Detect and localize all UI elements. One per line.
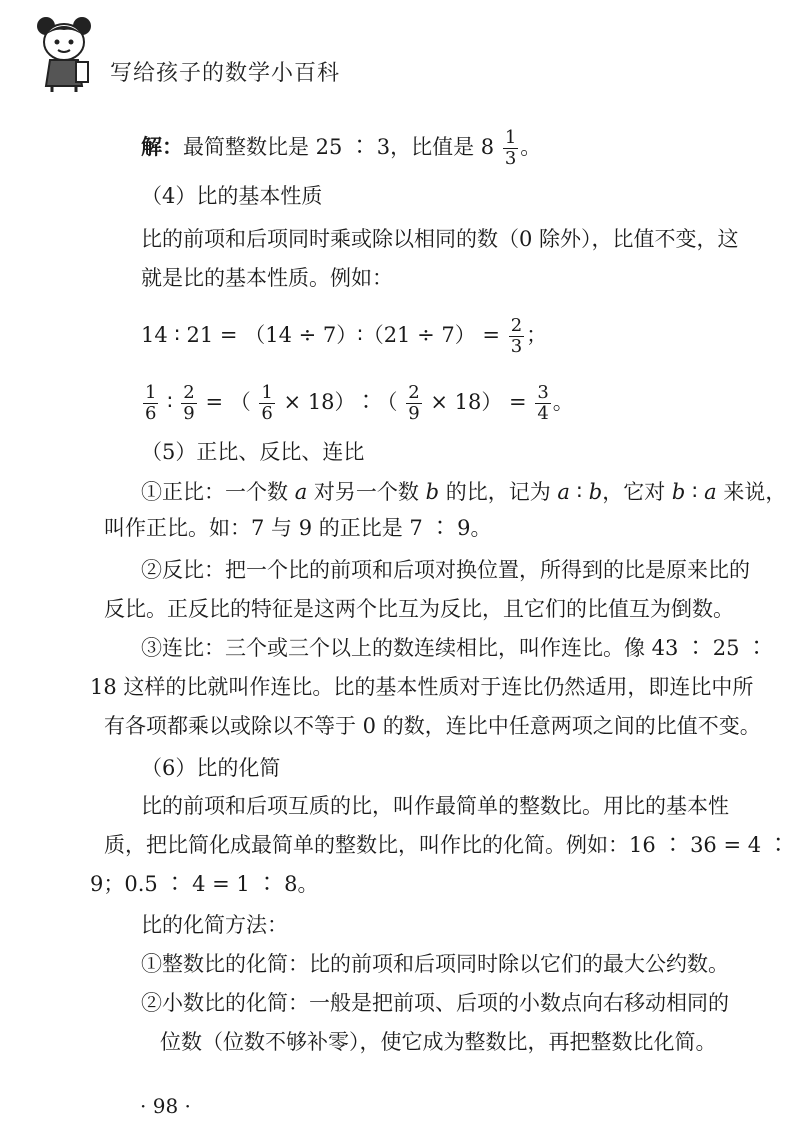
continued-ratio-line-1: ③连比：三个或三个以上的数连续相比，叫作连比。像 43 ∶ 25 ∶ <box>141 636 768 660</box>
example-1-left: 14 ∶ 21 = （14 ÷ 7）∶（21 ÷ 7） = <box>141 323 500 347</box>
fraction-two-thirds: $\frac{2}{3}$ <box>510 315 523 357</box>
method-1: ①整数比的化简：比的前项和后项同时除以它们的最大公约数。 <box>141 952 729 976</box>
continued-ratio-line-3: 有各项都乘以或除以不等于 0 的数，连比中任意两项之间的比值不变。 <box>104 714 761 738</box>
methods-title: 比的化简方法： <box>141 913 288 937</box>
times-18-part-2: × 18） = <box>430 390 527 414</box>
ratio-colon: ∶ <box>167 390 173 414</box>
direct-ratio-line-2: 叫作正比。如：7 与 9 的正比是 7 ∶ 9。 <box>104 516 492 540</box>
simplification-line-2: 质，把比简化成最简单的整数比，叫作比的化简。例如：16 ∶ 36 = 4 ∶ <box>104 833 789 857</box>
section-4-paragraph-line-2: 就是比的基本性质。例如： <box>141 266 393 290</box>
book-title: 写给孩子的数学小百科 <box>110 61 341 86</box>
section-6-heading: （6）比的化简 <box>141 756 281 780</box>
example-2-end: 。 <box>552 390 574 414</box>
example-1 <box>141 316 547 357</box>
girl-mascot-icon <box>32 12 104 92</box>
direct-ratio-line-1: ①正比：一个数 a 对另一个数 b 的比，记为 a ∶ b，它对 b ∶ a 来说， <box>141 480 787 504</box>
fraction-e: $\frac{3}{4}$ <box>537 382 549 424</box>
fraction-b: $\frac{2}{9}$ <box>183 382 195 424</box>
page-number: · 98 · <box>140 1094 191 1118</box>
inverse-ratio-line-1: ②反比：把一个比的前项和后项对换位置，所得到的比是原来比的 <box>141 558 750 582</box>
page-header <box>32 12 392 92</box>
solution-label: 解： <box>141 135 183 159</box>
section-4-heading: （4）比的基本性质 <box>141 184 323 208</box>
solution-text: 最简整数比是 25 ∶ 3，比值是 8 <box>183 135 495 159</box>
example-1-end: ； <box>526 323 548 347</box>
equals-sign: = （ <box>205 390 251 414</box>
simplification-line-3: 9；0.5 ∶ 4 = 1 ∶ 8。 <box>90 872 319 896</box>
fraction-c: $\frac{1}{6}$ <box>261 382 273 424</box>
section-5-heading: （5）正比、反比、连比 <box>141 440 365 464</box>
fraction-one-third: $\frac{1}{3}$ <box>504 127 517 169</box>
times-18-part-1: × 18）∶（ <box>283 390 398 414</box>
method-2-line-1: ②小数比的化简：一般是把前项、后项的小数点向右移动相同的 <box>141 991 729 1015</box>
solution-end: 。 <box>520 135 542 159</box>
solution-line <box>141 128 541 169</box>
continued-ratio-line-2: 18 这样的比就叫作连比。比的基本性质对于连比仍然适用，即连比中所 <box>90 675 754 699</box>
fraction-a: $\frac{1}{6}$ <box>145 382 157 424</box>
fraction-d: $\frac{2}{9}$ <box>408 382 420 424</box>
method-2-line-2: 位数（位数不够补零），使它成为整数比，再把整数比化简。 <box>160 1030 717 1054</box>
simplification-line-1: 比的前项和后项互质的比，叫作最简单的整数比。用比的基本性 <box>141 794 729 818</box>
section-4-paragraph-line-1: 比的前项和后项同时乘或除以相同的数（0 除外），比值不变，这 <box>141 227 739 251</box>
inverse-ratio-line-2: 反比。正反比的特征是这两个比互为反比，且它们的比值互为倒数。 <box>104 597 734 621</box>
example-2 <box>141 383 574 424</box>
